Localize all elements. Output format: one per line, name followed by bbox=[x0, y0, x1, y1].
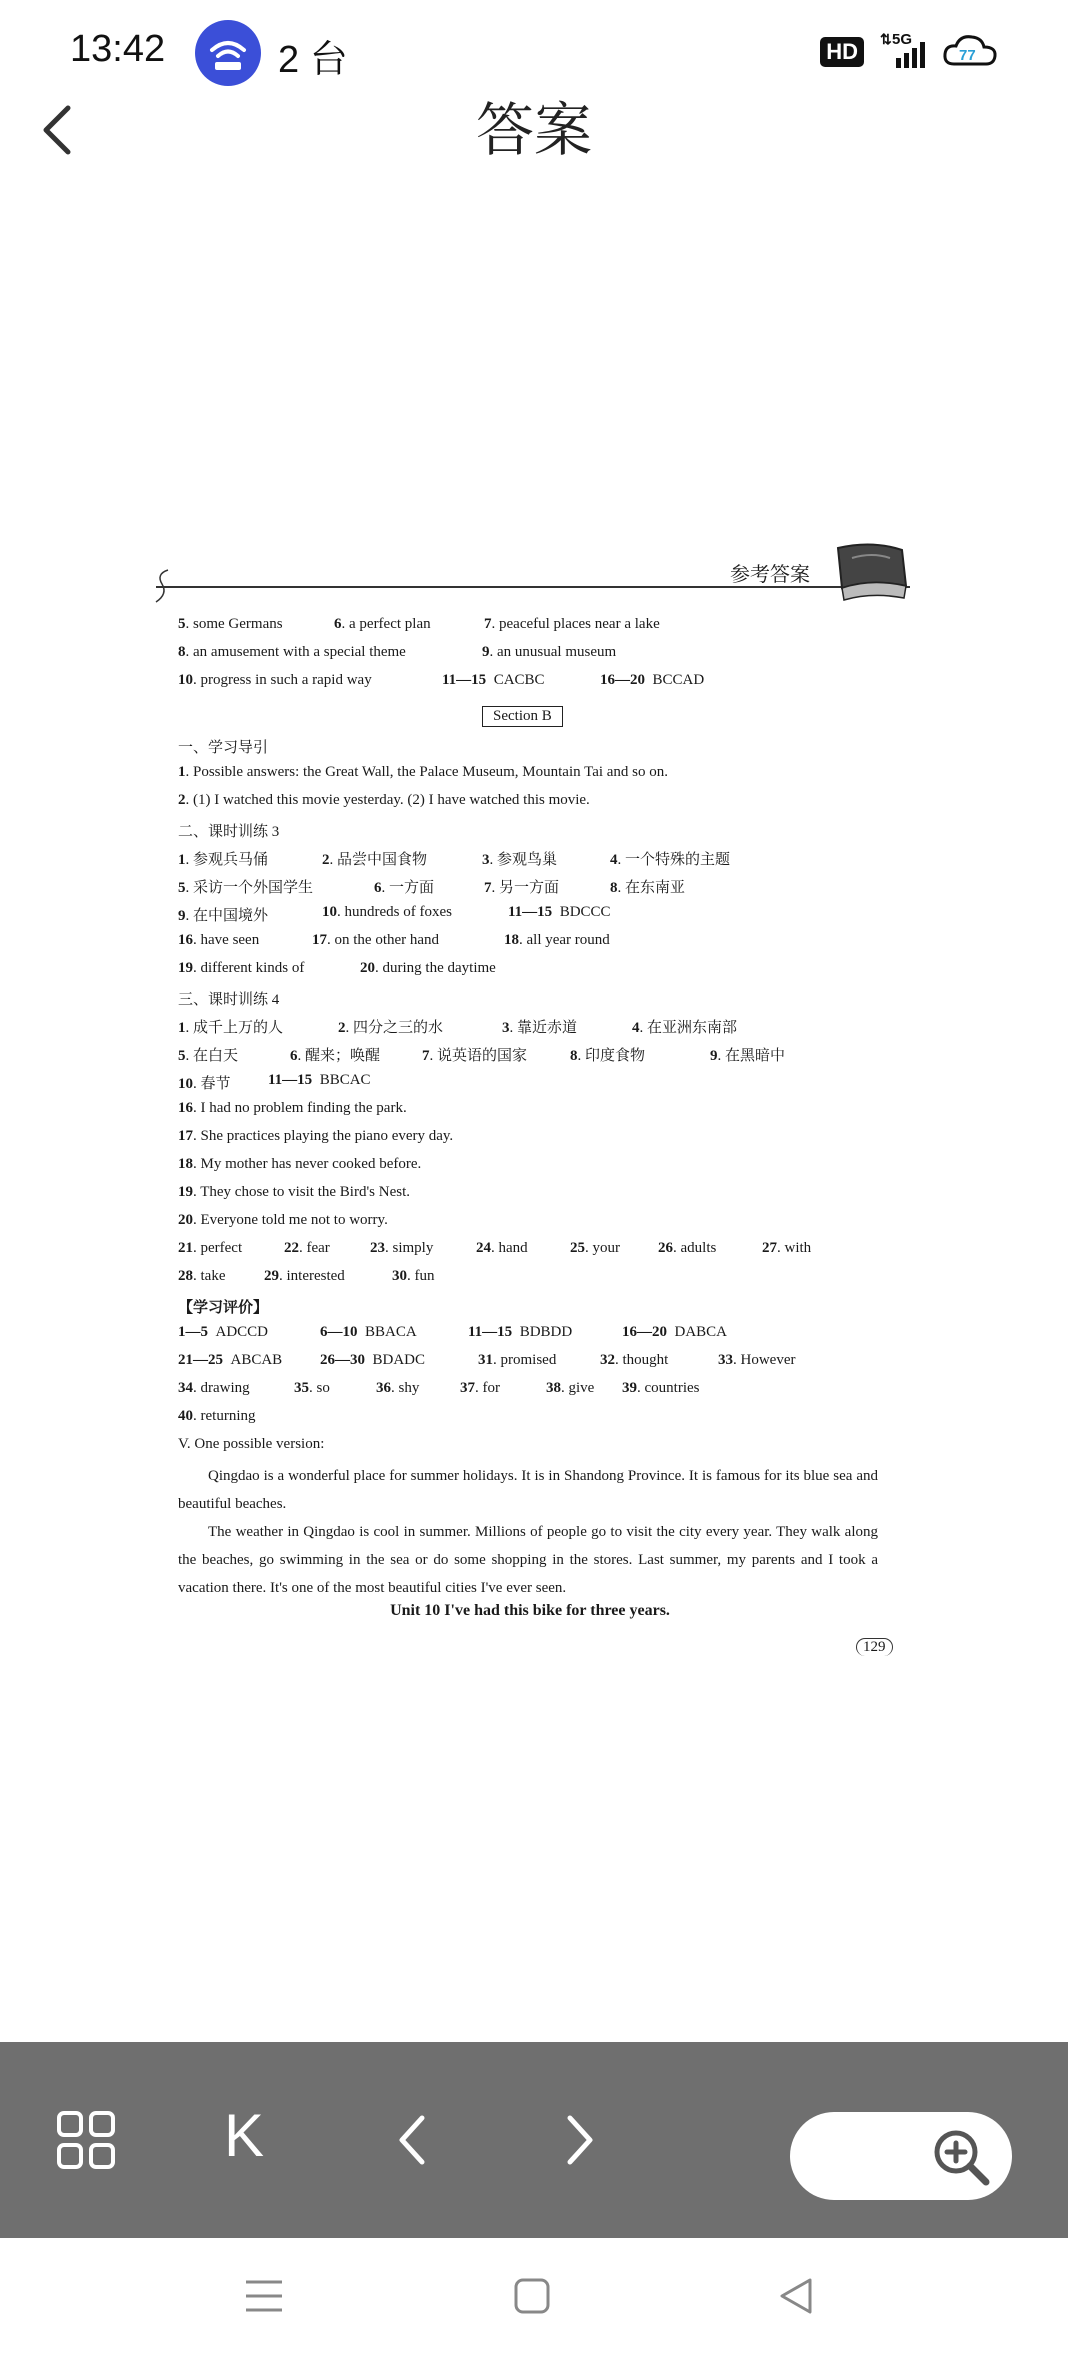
answer-item: 18. all year round bbox=[504, 932, 610, 948]
app-header bbox=[0, 100, 1068, 210]
answer-item: 27. with bbox=[762, 1240, 812, 1256]
item-number: 20 bbox=[360, 960, 375, 976]
item-number: 5 bbox=[178, 616, 186, 632]
item-answer: 在东南亚 bbox=[625, 880, 686, 896]
hd-icon: HD bbox=[820, 37, 864, 67]
item-answer: 在中国境外 bbox=[193, 908, 269, 924]
answer-item: 1. Possible answers: the Great Wall, the Palace Museum, Mountain Tai and so on. bbox=[178, 764, 669, 780]
item-answer: different kinds of bbox=[200, 960, 305, 976]
chevron-right-icon bbox=[560, 2110, 600, 2170]
item-number: 27 bbox=[762, 1240, 777, 1256]
recent-apps-button[interactable] bbox=[244, 2276, 284, 2321]
item-answer: all year round bbox=[526, 932, 610, 948]
answer-item bbox=[508, 904, 611, 921]
page-title: 答案 bbox=[475, 98, 592, 163]
answer-item: 5. 采访一个外国学生 bbox=[178, 880, 314, 896]
answer-item: 35. so bbox=[294, 1380, 330, 1396]
item-number: 23 bbox=[370, 1240, 385, 1256]
item-answer: 醒来；唤醒 bbox=[305, 1048, 381, 1064]
answer-item: 16. have seen bbox=[178, 932, 260, 948]
item-answer: during the daytime bbox=[382, 960, 496, 976]
item-answer: countries bbox=[644, 1380, 700, 1396]
item-number: 16 bbox=[178, 932, 193, 948]
item-answer: 品尝中国食物 bbox=[337, 852, 428, 868]
answer-item: 22. fear bbox=[284, 1240, 330, 1256]
item-answer: However bbox=[740, 1352, 796, 1368]
answer-item: 30. fun bbox=[392, 1268, 435, 1284]
answer-item: 16. I had no problem finding the park. bbox=[178, 1100, 407, 1116]
item-answer: ABCAB bbox=[230, 1352, 283, 1368]
item-number: 22 bbox=[284, 1240, 299, 1256]
item-number: 3 bbox=[502, 1020, 510, 1036]
answer-item: 6. 醒来；唤醒 bbox=[290, 1048, 381, 1064]
item-answer: BDCCC bbox=[559, 904, 611, 920]
answer-item: 17. on the other hand bbox=[312, 932, 440, 948]
essay-paragraph: The weather in Qingdao is cool in summer. Millions of people go to visit the city every year. They walk along the beaches, go swimming in the sea or do some shopping in the stores. Last summer, my parents and I took a vacation there. It's one of the most beautiful cities I've ever seen. bbox=[178, 1524, 878, 1596]
answer-page bbox=[150, 530, 910, 1680]
item-number: 8 bbox=[570, 1048, 578, 1064]
doc-header bbox=[150, 530, 910, 602]
first-page-button[interactable]: K bbox=[224, 2102, 265, 2169]
item-answer: 参观鸟巢 bbox=[497, 852, 558, 868]
item-number: 7 bbox=[484, 616, 492, 632]
system-nav-bar bbox=[0, 2238, 1068, 2364]
item-number: 9 bbox=[482, 644, 490, 660]
item-number: 25 bbox=[570, 1240, 585, 1256]
item-answer: 采访一个外国学生 bbox=[193, 880, 314, 896]
answer-item: 32. thought bbox=[600, 1352, 669, 1368]
item-answer: fear bbox=[306, 1240, 330, 1256]
answer-item: 17. She practices playing the piano every day. bbox=[178, 1128, 454, 1144]
cloud-icon bbox=[942, 32, 998, 73]
item-number: 39 bbox=[622, 1380, 637, 1396]
status-bar bbox=[0, 0, 1068, 100]
item-answer: have seen bbox=[200, 932, 260, 948]
answer-item: 29. interested bbox=[264, 1268, 345, 1284]
item-answer: My mother has never cooked before. bbox=[200, 1156, 422, 1172]
item-number: 19 bbox=[178, 1184, 193, 1200]
answer-item: 25. your bbox=[570, 1240, 620, 1256]
grid-icon bbox=[56, 2110, 116, 2170]
item-answer: peaceful places near a lake bbox=[499, 616, 660, 632]
item-number: 9 bbox=[710, 1048, 718, 1064]
item-answer: perfect bbox=[200, 1240, 243, 1256]
answer-item: 10. 春节 bbox=[178, 1076, 231, 1092]
item-answer: 说英语的国家 bbox=[437, 1048, 528, 1064]
item-number: 3 bbox=[482, 852, 490, 868]
answer-item: 39. countries bbox=[622, 1380, 700, 1396]
home-button[interactable] bbox=[512, 2276, 552, 2321]
answer-item: 9. 在黑暗中 bbox=[710, 1048, 786, 1064]
item-answer: BBCAC bbox=[319, 1072, 371, 1088]
item-number: 34 bbox=[178, 1380, 193, 1396]
item-number: 4 bbox=[632, 1020, 640, 1036]
answer-item: 1. 成千上万的人 bbox=[178, 1020, 284, 1036]
item-answer: 在白天 bbox=[193, 1048, 239, 1064]
item-answer: 成千上万的人 bbox=[193, 1020, 284, 1036]
answer-item: 3. 靠近赤道 bbox=[502, 1020, 578, 1036]
answer-item: 31. promised bbox=[478, 1352, 557, 1368]
section-heading: 【学习评价】 bbox=[178, 1300, 269, 1316]
item-answer: adults bbox=[680, 1240, 717, 1256]
item-answer: for bbox=[482, 1380, 500, 1396]
item-number: 30 bbox=[392, 1268, 407, 1284]
item-number: 8 bbox=[178, 644, 186, 660]
reader-toolbar bbox=[0, 2042, 1068, 2238]
item-number: 38 bbox=[546, 1380, 561, 1396]
section-heading: 三、课时训练 4 bbox=[178, 992, 280, 1008]
item-answer: CACBC bbox=[493, 672, 545, 688]
item-number: 31 bbox=[478, 1352, 493, 1368]
item-answer: with bbox=[784, 1240, 812, 1256]
item-number: 5 bbox=[178, 880, 186, 896]
item-answer: Everyone told me not to worry. bbox=[200, 1212, 388, 1228]
answer-item: 33. However bbox=[718, 1352, 796, 1368]
item-number: 2 bbox=[322, 852, 330, 868]
answer-item bbox=[178, 1324, 268, 1341]
item-answer: BCCAD bbox=[652, 672, 705, 688]
answer-item bbox=[178, 1352, 282, 1369]
item-number: 2 bbox=[338, 1020, 346, 1036]
answer-item: 2. 四分之三的水 bbox=[338, 1020, 444, 1036]
item-answer: some Germans bbox=[193, 616, 283, 632]
item-number: 37 bbox=[460, 1380, 475, 1396]
grid-button[interactable] bbox=[56, 2110, 116, 2175]
item-number: 7 bbox=[484, 880, 492, 896]
item-answer: 一个特殊的主题 bbox=[625, 852, 731, 868]
answer-item bbox=[268, 1072, 371, 1089]
answer-item: 23. simply bbox=[370, 1240, 434, 1256]
answer-item bbox=[622, 1324, 727, 1341]
item-answer: BDADC bbox=[372, 1352, 426, 1368]
section-b-label: Section B bbox=[482, 706, 563, 727]
item-answer: simply bbox=[392, 1240, 434, 1256]
item-number: 4 bbox=[610, 852, 618, 868]
answer-item: 24. hand bbox=[476, 1240, 528, 1256]
answer-item: 1. 参观兵马俑 bbox=[178, 852, 269, 868]
item-number: 21—25 bbox=[178, 1352, 223, 1368]
item-answer: hand bbox=[498, 1240, 528, 1256]
item-number: 7 bbox=[422, 1048, 430, 1064]
answer-item bbox=[600, 672, 704, 689]
item-answer: ADCCD bbox=[215, 1324, 269, 1340]
item-answer: 一方面 bbox=[389, 880, 435, 896]
answer-item: 21. perfect bbox=[178, 1240, 243, 1256]
hotspot-device-count: 2 台 bbox=[278, 39, 348, 81]
item-number: 33 bbox=[718, 1352, 733, 1368]
item-number: 17 bbox=[312, 932, 327, 948]
book-logo-icon bbox=[832, 540, 910, 604]
item-number: 35 bbox=[294, 1380, 309, 1396]
item-number: 11—15 bbox=[508, 904, 553, 920]
item-answer: They chose to visit the Bird's Nest. bbox=[200, 1184, 410, 1200]
item-answer: returning bbox=[200, 1408, 256, 1424]
item-answer: 春节 bbox=[200, 1076, 231, 1092]
answer-item: 19. different kinds of bbox=[178, 960, 305, 976]
answer-item: 8. 印度食物 bbox=[570, 1048, 646, 1064]
item-answer: an unusual museum bbox=[497, 644, 617, 660]
item-number: 18 bbox=[178, 1156, 193, 1172]
item-number: 10 bbox=[322, 904, 337, 920]
answer-item: 10. hundreds of foxes bbox=[322, 904, 452, 920]
item-answer: a perfect plan bbox=[349, 616, 431, 632]
item-answer: interested bbox=[286, 1268, 345, 1284]
answer-item: 5. some Germans bbox=[178, 616, 283, 632]
zoom-in-button[interactable] bbox=[790, 2112, 1012, 2200]
answer-item: 3. 参观鸟巢 bbox=[482, 852, 558, 868]
previous-page-button[interactable] bbox=[392, 2110, 432, 2175]
item-number: 1 bbox=[178, 764, 186, 780]
item-number: 1—5 bbox=[178, 1324, 208, 1340]
item-answer: give bbox=[568, 1380, 595, 1396]
item-number: 28 bbox=[178, 1268, 193, 1284]
item-answer: DABCA bbox=[674, 1324, 728, 1340]
signal-icon bbox=[878, 30, 928, 75]
item-answer: hundreds of foxes bbox=[344, 904, 452, 920]
item-number: 32 bbox=[600, 1352, 615, 1368]
item-answer: shy bbox=[398, 1380, 420, 1396]
item-number: 18 bbox=[504, 932, 519, 948]
item-number: 36 bbox=[376, 1380, 391, 1396]
item-answer: I had no problem finding the park. bbox=[200, 1100, 407, 1116]
item-number: 16—20 bbox=[622, 1324, 667, 1340]
home-square-icon bbox=[512, 2276, 552, 2316]
item-number: 11—15 bbox=[468, 1324, 513, 1340]
answer-item bbox=[320, 1324, 417, 1341]
header-rule bbox=[156, 586, 910, 588]
section-heading: 一、学习导引 bbox=[178, 740, 269, 756]
answer-item: 6. 一方面 bbox=[374, 880, 435, 896]
answer-item: 8. an amusement with a special theme bbox=[178, 644, 406, 660]
answer-item: 7. 说英语的国家 bbox=[422, 1048, 528, 1064]
item-answer: BDBDD bbox=[519, 1324, 573, 1340]
item-answer: 四分之三的水 bbox=[353, 1020, 444, 1036]
item-number: 29 bbox=[264, 1268, 279, 1284]
item-number: 17 bbox=[178, 1128, 193, 1144]
item-number: 8 bbox=[610, 880, 618, 896]
item-number: 24 bbox=[476, 1240, 491, 1256]
network-type-label: 5G bbox=[892, 30, 913, 48]
section-heading: 二、课时训练 3 bbox=[178, 824, 280, 840]
item-answer: take bbox=[200, 1268, 226, 1284]
section-heading: V. One possible version: bbox=[178, 1436, 325, 1452]
item-number: 2 bbox=[178, 792, 186, 808]
item-number: 5 bbox=[178, 1048, 186, 1064]
item-number: 10 bbox=[178, 672, 193, 688]
item-number: 11—15 bbox=[268, 1072, 313, 1088]
item-answer: on the other hand bbox=[334, 932, 440, 948]
answer-item: 37. for bbox=[460, 1380, 500, 1396]
answer-item: 9. 在中国境外 bbox=[178, 908, 269, 924]
item-answer: Possible answers: the Great Wall, the Palace Museum, Mountain Tai and so on. bbox=[193, 764, 669, 780]
answer-item: 5. 在白天 bbox=[178, 1048, 239, 1064]
answer-item: 4. 一个特殊的主题 bbox=[610, 852, 731, 868]
answer-item: 26. adults bbox=[658, 1240, 717, 1256]
answer-item bbox=[320, 1352, 425, 1369]
answer-item: 10. progress in such a rapid way bbox=[178, 672, 372, 688]
answer-item: 36. shy bbox=[376, 1380, 420, 1396]
next-page-button[interactable] bbox=[560, 2110, 600, 2175]
doc-header-title: 参考答案 bbox=[730, 564, 810, 586]
item-answer: fun bbox=[414, 1268, 435, 1284]
item-answer: 在黑暗中 bbox=[725, 1048, 786, 1064]
item-number: 19 bbox=[178, 960, 193, 976]
item-answer: BBACA bbox=[365, 1324, 417, 1340]
answer-item bbox=[468, 1324, 572, 1341]
item-answer: 在亚洲东南部 bbox=[647, 1020, 738, 1036]
chevron-left-icon bbox=[392, 2110, 432, 2170]
item-number: 1 bbox=[178, 852, 186, 868]
cloud-badge-count: 77 bbox=[959, 46, 976, 64]
answer-item: 34. drawing bbox=[178, 1380, 250, 1396]
answer-item: 7. peaceful places near a lake bbox=[484, 616, 660, 632]
item-number: 20 bbox=[178, 1212, 193, 1228]
svg-text:⇅: ⇅ bbox=[880, 30, 892, 47]
item-number: 16 bbox=[178, 1100, 193, 1116]
item-answer: thought bbox=[622, 1352, 669, 1368]
answer-item bbox=[442, 672, 545, 689]
answer-item: 18. My mother has never cooked before. bbox=[178, 1156, 422, 1172]
item-answer: 参观兵马俑 bbox=[193, 852, 269, 868]
hotspot-icon bbox=[195, 20, 261, 86]
status-time: 13:42 bbox=[70, 28, 166, 70]
answer-item: 38. give bbox=[546, 1380, 595, 1396]
item-number: 6 bbox=[290, 1048, 298, 1064]
item-number: 26 bbox=[658, 1240, 673, 1256]
item-number: 6 bbox=[334, 616, 342, 632]
answer-item: 2. 品尝中国食物 bbox=[322, 852, 428, 868]
item-number: 26—30 bbox=[320, 1352, 365, 1368]
item-answer: She practices playing the piano every day. bbox=[200, 1128, 454, 1144]
answer-item: 7. 另一方面 bbox=[484, 880, 560, 896]
essay-paragraph: Qingdao is a wonderful place for summer holidays. It is in Shandong Province. It is famous for its blue sea and beautiful beaches. bbox=[178, 1468, 878, 1512]
item-number: 11—15 bbox=[442, 672, 487, 688]
item-number: 6—10 bbox=[320, 1324, 358, 1340]
item-answer: your bbox=[592, 1240, 620, 1256]
system-back-button[interactable] bbox=[776, 2276, 816, 2321]
item-answer: an amusement with a special theme bbox=[193, 644, 406, 660]
answer-item: 4. 在亚洲东南部 bbox=[632, 1020, 738, 1036]
status-indicators bbox=[820, 32, 998, 72]
back-triangle-icon bbox=[776, 2276, 816, 2316]
answer-item: 8. 在东南亚 bbox=[610, 880, 686, 896]
item-number: 16—20 bbox=[600, 672, 645, 688]
zoom-in-icon bbox=[930, 2126, 992, 2188]
menu-icon bbox=[244, 2276, 284, 2316]
answer-item: 6. a perfect plan bbox=[334, 616, 431, 632]
item-answer: progress in such a rapid way bbox=[200, 672, 372, 688]
answer-item: 20. Everyone told me not to worry. bbox=[178, 1212, 388, 1228]
answer-item: 9. an unusual museum bbox=[482, 644, 617, 660]
item-answer: 另一方面 bbox=[499, 880, 560, 896]
answer-item: 20. during the daytime bbox=[360, 960, 496, 976]
item-number: 21 bbox=[178, 1240, 193, 1256]
item-number: 9 bbox=[178, 908, 186, 924]
item-number: 6 bbox=[374, 880, 382, 896]
item-answer: drawing bbox=[200, 1380, 250, 1396]
item-answer: so bbox=[316, 1380, 330, 1396]
item-number: 10 bbox=[178, 1076, 193, 1092]
item-answer: 印度食物 bbox=[585, 1048, 646, 1064]
item-answer: 靠近赤道 bbox=[517, 1020, 578, 1036]
page-number: 129 bbox=[856, 1638, 893, 1656]
item-number: 1 bbox=[178, 1020, 186, 1036]
item-answer: (1) I watched this movie yesterday. (2) I have watched this movie. bbox=[193, 792, 590, 808]
answer-item: 40. returning bbox=[178, 1408, 256, 1424]
unit-title: Unit 10 I've had this bike for three years. bbox=[390, 1602, 670, 1619]
answer-item: 28. take bbox=[178, 1268, 226, 1284]
item-number: 40 bbox=[178, 1408, 193, 1424]
item-answer: promised bbox=[500, 1352, 557, 1368]
answer-item: 2. (1) I watched this movie yesterday. (2) I have watched this movie. bbox=[178, 792, 590, 808]
answer-item: 19. They chose to visit the Bird's Nest. bbox=[178, 1184, 410, 1200]
